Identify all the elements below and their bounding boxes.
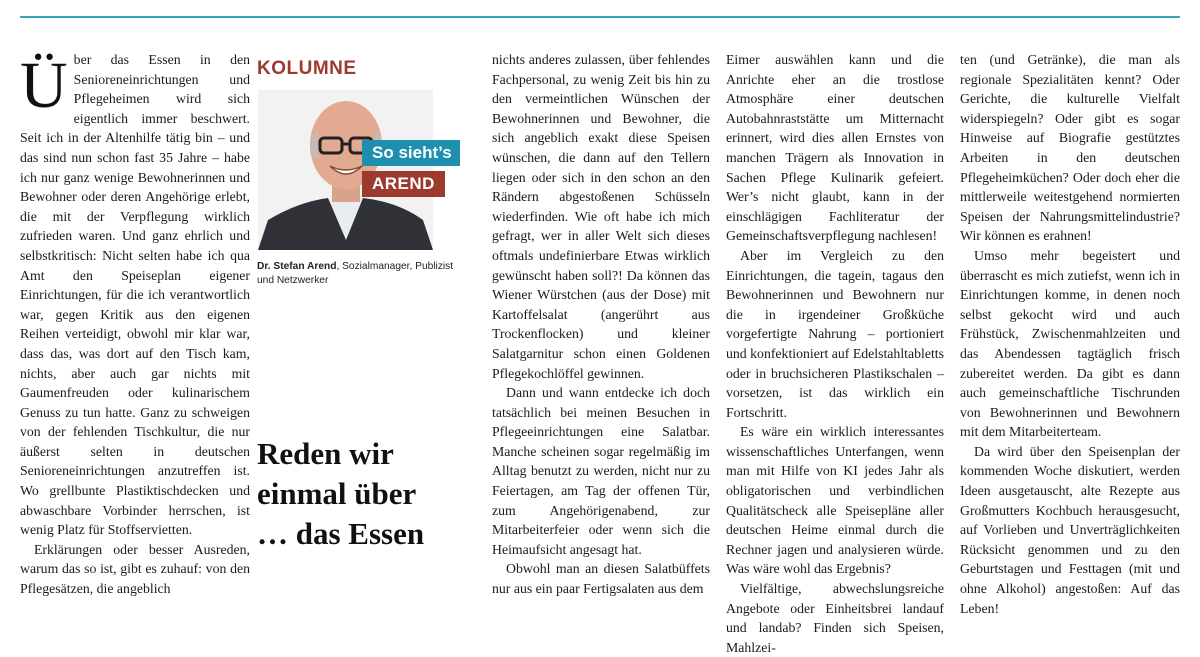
- drop-cap: Ü: [20, 49, 68, 122]
- paragraph: nichts anderes zulassen, über fehlendes Fachpersonal, zu wenig Zeit bis hin zu den vermeintlichen Wünschen der Bewohnerinnen und Bewohner, die sich angeblich exakt diese Speisen wünschen, die dann auf den Tellern liegen oder sich in den schon an den Rändern abgestoßenen Schüsseln wiederfinden. Wie oft habe ich mich gefragt, wer in aller Welt sich dieses oftmals undefinierbare Etwas wirklich gewünscht haben soll?! Da können das Wiener Würstchen (aus der Dose) mit Kartoffelsalat (angerührt aus Trockenflocken) und kleiner Salatgarnitur schon einen Goldenen Pflegekochlöffel gewinnen.: [492, 52, 710, 381]
- paragraph: Erklärungen oder besser Ausreden, warum das so ist, gibt es zuhauf: von den Pflegesätzen, die angeblich: [20, 541, 250, 597]
- paragraph: Umso mehr begeistert und überrascht es mich zutiefst, wenn ich in Einrichtungen komme, in denen noch selbst gekocht wird und auch Frühstück, Zwischenmahlzeiten und das Abendessen tagtäglich frisch zubereitet werden. Da gibt es dann auch gemeinschaftliche Tischrunden von Bewohnerinnen und Bewohnern mit dem Mitarbeiterteam.: [960, 247, 1180, 440]
- paragraph: Dann und wann entdecke ich doch tatsächlich bei meinen Besuchen in Pflegeeinrichtungen eine Salatbar. Manche scheinen sogar regelmäßig im Alltag benutzt zu werden, nicht nur zu Feiertagen, am Tag der offenen Tür, zum Angehörigenabend, zur Mitarbeiterfeier oder wenn sich die Heimaufsicht angesagt hat.: [492, 385, 710, 557]
- paragraph: Obwohl man an diesen Salatbüffets nur aus ein paar Fertigsalaten aus dem: [492, 561, 710, 597]
- paragraph: ber das Essen in den Senioreneinrichtungen und Pflegeheimen wird sich eigentlich immer beschwert. Seit ich in der Altenhilfe tätig bin – und das sind nun schon fast 35 Jahre – habe ich nur ganz wenige Bewohnerinnen und Bewohner oder deren Angehörige erlebt, die mit der Verpflegung wirklich zufrieden waren. Und ganz ehrlich und selbstkritisch: Nicht selten habe ich qua Amt den Speiseplan eigener Einrichtungen, für die ich verantwortlich war, gegen Kritik aus den eigenen Reihen verteidigt, obwohl mir klar war, dass das, was dort auf den Tisch kam, nichts, aber auch gar nichts mit Gaumenfreuden oder kulinarischem Genuss zu tun hatte. Ganz zu schweigen von der fehlenden Tischkultur, die nur äußerst selten in deutschen Senioreneinrichtungen anzutreffen ist. Wo grellbunte Plastiktischdecken und abwaschbare Vorbinder herrschen, ist wenig Platz für Stoffservietten.: [20, 52, 250, 538]
- author-photo: [258, 90, 433, 250]
- article-column-4: [726, 50, 944, 657]
- paragraph: Aber im Vergleich zu den Einrichtungen, die tagein, tagaus den Bewohnerinnen und Bewohnern nur die in irgendeiner Großküche vorgefertigte Nahrung – portioniert und konfektioniert auf Edelstahltabletts oder in bruchsicheren Plastikschalen – vorsetzen, ist das wirklich ein Fortschritt.: [726, 247, 945, 420]
- top-rule: [20, 16, 1180, 18]
- author-description: , Sozialmanager, Publizist und Netzwerker: [257, 261, 454, 286]
- column-badge-line2: AREND: [362, 171, 445, 197]
- headline-line: Reden wir: [257, 436, 394, 471]
- author-name: Dr. Stefan Arend: [257, 261, 337, 272]
- article-column-3: [492, 50, 710, 599]
- column-badge-line1: So sieht’s: [362, 140, 460, 166]
- author-caption: [257, 260, 457, 288]
- column-label: KOLUMNE: [257, 58, 357, 79]
- paragraph: Eimer auswählen kann und die Anrichte eher an die trostlose Atmosphäre einer deutschen Autobahnraststätte um Mitternacht erinnert, wird dies allen Ernstes von manchen Trägern als Innovation in Sachen Pflege Kulinarik gefeiert. Wer’s nicht glaubt, kann in der einschlägigen Fachliteratur der Gemeinschaftsverpflegung nachlesen!: [726, 52, 944, 244]
- paragraph: Vielfältige, abwechslungsreiche Angebote oder Einheitsbrei landauf und landab? Finden sich Speisen, Mahlzei-: [726, 581, 944, 655]
- paragraph: ten (und Getränke), die man als regionale Spezialitäten kennt? Oder Gerichte, die kulturelle Vielfalt widerspiegeln? Oder gibt es sogar Hinweise auf Biografie gestütztes Arbeiten in den deutschen Pflegeheimküchen? Oder doch eher die mittlerweile weitestgehend normierten Speisen der Nahrungsmittelindustrie? Wir können es erahnen!: [960, 52, 1180, 244]
- article-column-1: [20, 50, 250, 599]
- headline: [257, 434, 482, 554]
- article-column-5: [960, 50, 1180, 618]
- headline-line: … das Essen: [257, 516, 425, 551]
- headline-line: einmal über: [257, 476, 417, 511]
- paragraph: Da wird über den Speisenplan der kommenden Woche diskutiert, werden Ideen ausgetauscht, alte Rezepte aus Großmutters Kochbuch herausgesucht, auf Vorlieben und Unverträglichkeiten Rücksicht genommen und zu den Geburtstagen und Festtagen (mit und ohne Alkohol) angestoßen: Auf das Leben!: [960, 443, 1180, 616]
- paragraph: Es wäre ein wirklich interessantes wissenschaftliches Unterfangen, wenn man mit Hilfe von KI jedes Jahr als obligatorischen und verbindlichen Qualitätscheck alle Speisepläne aller deutschen Heime einmal durch die Rechner jagen und analysieren würde. Was wäre wohl das Ergebnis?: [726, 424, 944, 577]
